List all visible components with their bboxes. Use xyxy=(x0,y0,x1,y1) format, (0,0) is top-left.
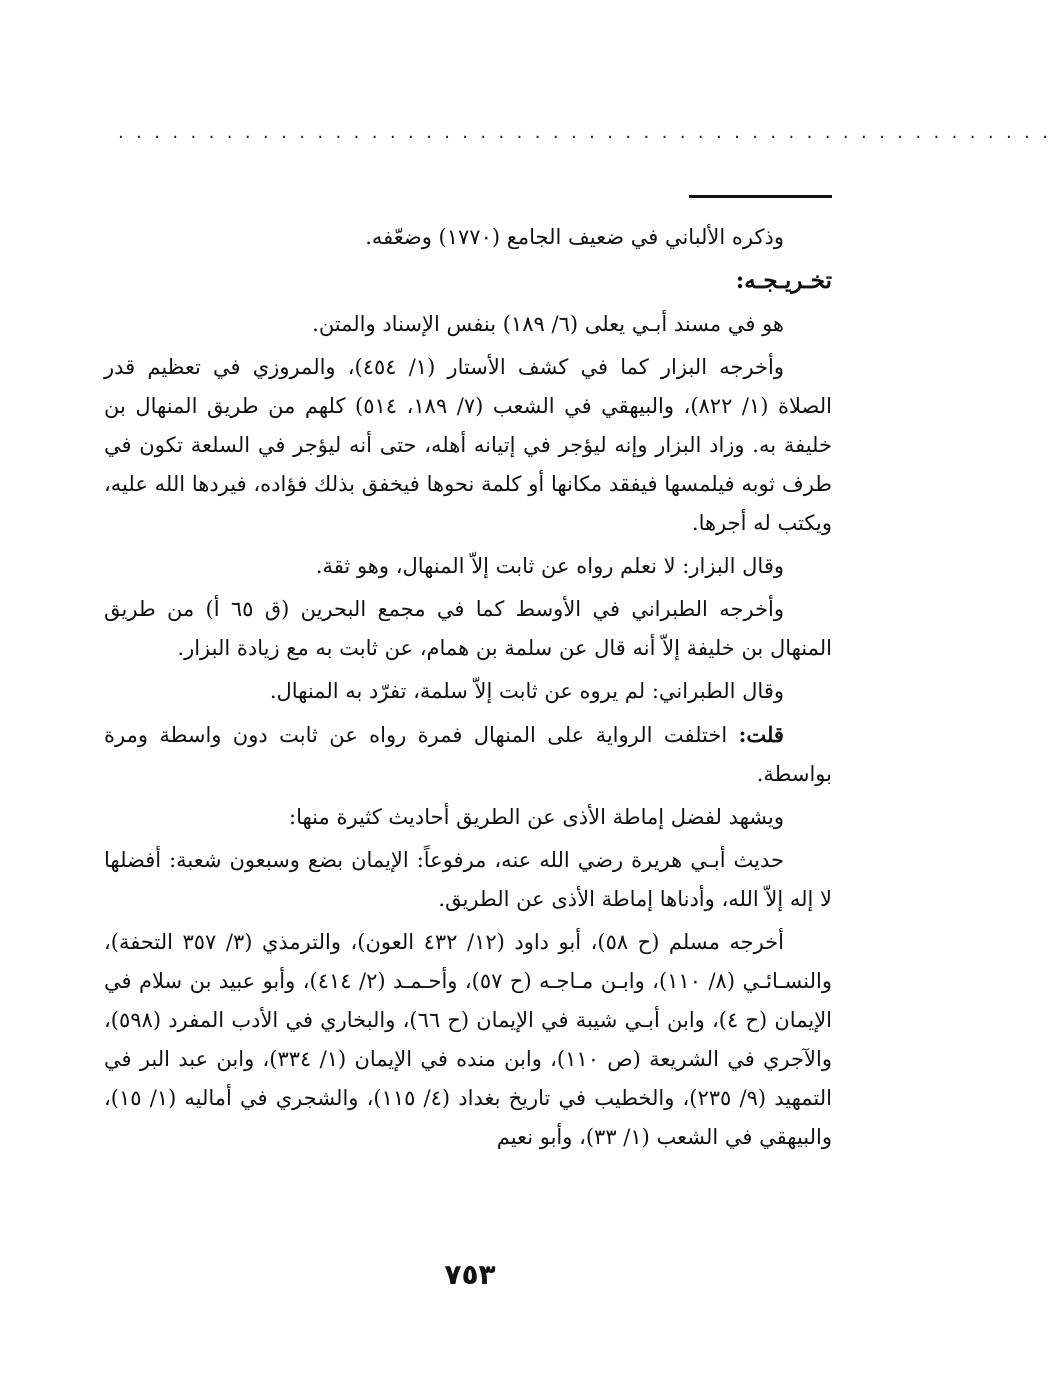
header-dotted-line: .................................................... xyxy=(118,122,1060,143)
paragraph-albani-note: وذكره الألباني في ضعيف الجامع (١٧٧٠) وضعّفه. xyxy=(365,225,784,249)
qultu-text: اختلفت الرواية على المنهال فمرة رواه عن ثابت دون واسطة ومرة بواسطة. xyxy=(104,723,832,786)
heading-text: تخـريـجـه: xyxy=(735,267,832,294)
paragraph-abu-hurayra-hadith: حديث أبـي هريرة رضي الله عنه، مرفوعاً: الإيمان بضع وسبعون شعبة: أفضلها لا إله إلاّ الله، وأدناها إماطة الأذى عن الطريق. xyxy=(104,848,832,911)
paragraph-qultu xyxy=(104,715,832,794)
paragraph-musnad-abi-yala: هو في مسند أبـي يعلى (٦/ ١٨٩) بنفس الإسناد والمتن. xyxy=(312,312,784,336)
paragraph-shawahid-intro: ويشهد لفضل إماطة الأذى عن الطريق أحاديث كثيرة منها: xyxy=(289,805,784,829)
footnote-separator-rule xyxy=(689,195,832,198)
footnote-body xyxy=(104,218,832,1161)
paragraph-tabarani-takhrij: وأخرجه الطبراني في الأوسط كما في مجمع البحرين (ق ٦٥ أ) من طريق المنهال بن خليفة إلاّ أنه قال عن سلمة بن همام، عن ثابت به مع زيادة البزار. xyxy=(104,597,832,660)
section-heading-takhrij xyxy=(104,261,832,301)
paragraph-bazzar-takhrij: وأخرجه البزار كما في كشف الأستار (١/ ٤٥٤)، والمروزي في تعظيم قدر الصلاة (١/ ٨٢٢)، والبيهقي في الشعب (٧/ ١٨٩، ٥١٤) كلهم من طريق المنهال بن خليفة به. وزاد البزار وإنه ليؤجر في إتيانه أهله، حتى أنه ليؤجر في السلعة تكون في طرف ثوبه فيلمسها فيفقد مكانها أو كلمة نحوها فيخفق بذلك فؤاده، فيردها الله عليه، ويكتب له أجرها. xyxy=(104,355,832,535)
page-number: ٧٥٣ xyxy=(444,1258,496,1291)
paragraph-muslim-takhrij: أخرجه مسلم (ح ٥٨)، أبو داود (١٢/ ٤٣٢ العون)، والترمذي (٣/ ٣٥٧ التحفة)، والنسـائـي (٨/ ١١٠)، وابـن مـاجـه (ح ٥٧)، وأحـمـد (٢/ ٤١٤)، وأبو عبيد بن سلام في الإيمان (ح ٤)، وابن أبـي شيبة في الإيمان (ح ٦٦)، والبخاري في الأدب المفرد (٥٩٨)، والآجري في الشريعة (ص ١١٠)، وابن منده في الإيمان (١/ ٣٣٤)، وابن عبد البر في التمهيد (٩/ ٢٣٥)، والخطيب في تاريخ بغداد (٤/ ١١٥)، والشجري في أماليه (١/ ١٥)، والبيهقي في الشعب (١/ ٣٣)، وأبو نعيم xyxy=(104,930,832,1149)
qultu-lead: قلت: xyxy=(738,722,784,747)
paragraph-tabarani-comment: وقال الطبراني: لم يروه عن ثابت إلاّ سلمة، تفرّد به المنهال. xyxy=(269,679,784,703)
paragraph-bazzar-comment: وقال البزار: لا نعلم رواه عن ثابت إلاّ المنهال، وهو ثقة. xyxy=(315,554,784,578)
